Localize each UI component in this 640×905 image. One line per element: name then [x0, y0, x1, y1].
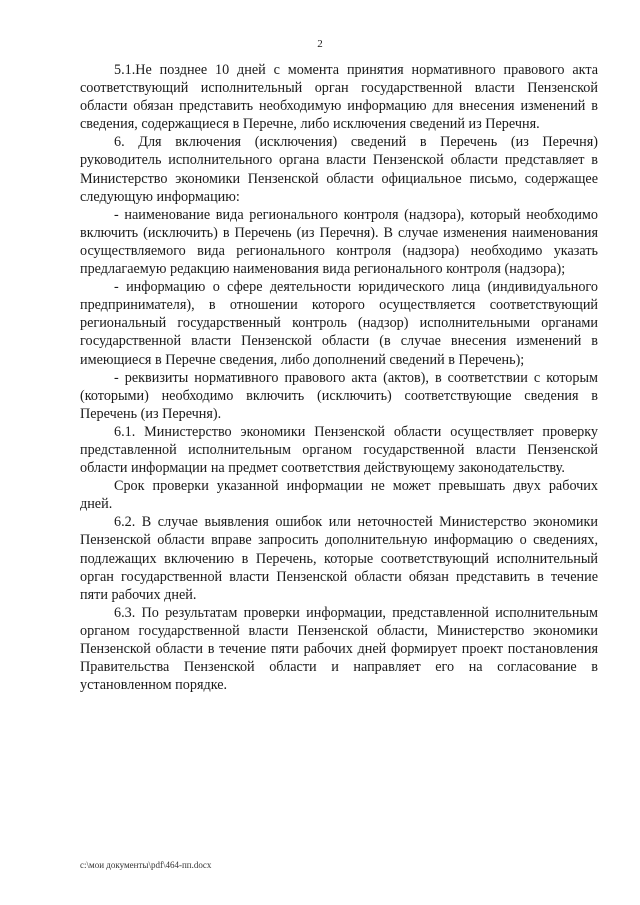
paragraph-6: 6. Для включения (исключения) сведений в Перечень (из Перечня) руководитель исполнительного органа власти Пензенской области представляет в Министерство экономики Пензенской области официальное письмо, содержащее следующую информацию: — [80, 134, 598, 205]
footer-file-path: c:\мои документы\pdf\464-пп.docx — [80, 860, 212, 870]
document-body — [80, 61, 598, 694]
list-item-activity-sphere: - информацию о сфере деятельности юридического лица (индивидуального предпринимателя), в отношении которого осуществляется соответствующий региональный государственный контроль (надзор) исполнительными органами государственной власти Пензенской области (в случае внесения изменений в имеющиеся в Перечне сведения, либо дополнений сведений в Перечень); — [80, 279, 598, 368]
paragraph-6-2: 6.2. В случае выявления ошибок или неточностей Министерство экономики Пензенской области вправе запросить дополнительную информацию о сведениях, подлежащих включению в Перечень, которые соответствующий исполнительный орган государственной власти Пензенской области обязан представить в течение пяти рабочих дней. — [80, 514, 598, 603]
list-item-legal-act-details: - реквизиты нормативного правового акта (актов), в соответствии с которым (которыми) необходимо включить (исключить) соответствующие сведения в Перечень (из Перечня). — [80, 369, 598, 422]
paragraph-check-deadline: Срок проверки указанной информации не может превышать двух рабочих дней. — [80, 478, 598, 513]
page-number: 2 — [317, 38, 323, 50]
list-item-control-name: - наименование вида регионального контроля (надзора), который необходимо включить (исключить) в Перечень (из Перечня). В случае изменения наименования осуществляемого вида регионального контроля (надзора) необходимо указать предлагаемую редакцию наименования вида регионального контроля (надзора); — [80, 206, 598, 278]
paragraph-6-1: 6.1. Министерство экономики Пензенской области осуществляет проверку представленной исполнительным органом государственной власти Пензенской области информации на предмет соответствия действующему законодательству. — [80, 423, 598, 477]
paragraph-5-1: 5.1.Не позднее 10 дней с момента принятия нормативного правового акта соответствующий исполнительный орган государственной власти Пензенской области обязан представить необходимую информацию для внесения изменений в сведения, содержащиеся в Перечне, либо исключения сведений из Перечня. — [80, 62, 598, 133]
paragraph-6-3: 6.3. По результатам проверки информации, представленной исполнительным органом государственной власти Пензенской области, Министерство экономики Пензенской области в течение пяти рабочих дней формирует проект постановления Правительства Пензенской области и направляет его на согласование в установленном порядке. — [80, 604, 598, 694]
